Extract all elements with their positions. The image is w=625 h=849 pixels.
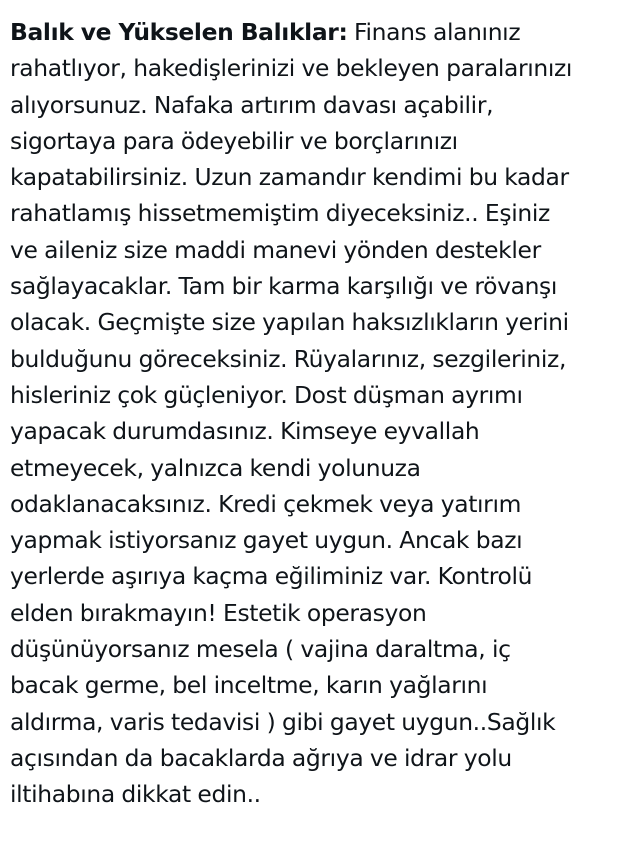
post-line: bacak germe, bel inceltme, karın yağlarını: [10, 671, 488, 700]
post-line: sigortaya para ödeyebilir ve borçlarınızı: [10, 126, 458, 155]
post-line: kapatabilirsiniz. Uzun zamandır kendimi bu kadar: [10, 163, 569, 192]
post-line: rahatlamış hissetmemiştim diyeceksiniz.. Eşiniz: [10, 199, 550, 228]
post-line: yapacak durumdasınız. Kimseye eyvallah: [10, 417, 480, 446]
post-line: alıyorsunuz. Nafaka artırım davası açabilir,: [10, 90, 494, 119]
post-line: yerlerde aşırıya kaçma eğiliminiz var. Kontrolü: [10, 562, 533, 591]
post-line: elden bırakmayın! Estetik operasyon: [10, 598, 427, 627]
post-line: etmeyecek, yalnızca kendi yolunuza: [10, 453, 421, 482]
post-line: olacak. Geçmişte size yapılan haksızlıkların yerini: [10, 308, 569, 337]
post-line: açısından da bacaklarda ağrıya ve idrar yolu: [10, 743, 512, 772]
post-line: sağlayacaklar. Tam bir karma karşılığı ve rövanşı: [10, 272, 558, 301]
post-line: bulduğunu göreceksiniz. Rüyalarınız, sezgileriniz,: [10, 344, 567, 373]
post-line: odaklanacaksınız. Kredi çekmek veya yatırım: [10, 489, 522, 518]
post-line-1: [10, 14, 610, 50]
post-line: düşünüyorsanız mesela ( vajina daraltma, iç: [10, 635, 511, 664]
post-heading: Balık ve Yükselen Balıklar:: [10, 18, 348, 46]
post-line: iltihabına dikkat edin..: [10, 780, 261, 809]
post-line: aldırma, varis tedavisi ) gibi gayet uygun..Sağlık: [10, 707, 556, 736]
post-line-1-text: Finans alanınız: [347, 18, 521, 46]
post-line: rahatlıyor, hakedişlerinizi ve bekleyen paralarınızı: [10, 54, 573, 83]
post-line: yapmak istiyorsanız gayet uygun. Ancak bazı: [10, 526, 523, 555]
post-body: [10, 14, 610, 813]
post-line: ve aileniz size maddi manevi yönden destekler: [10, 235, 541, 264]
post-line: hisleriniz çok güçleniyor. Dost düşman ayrımı: [10, 380, 523, 409]
